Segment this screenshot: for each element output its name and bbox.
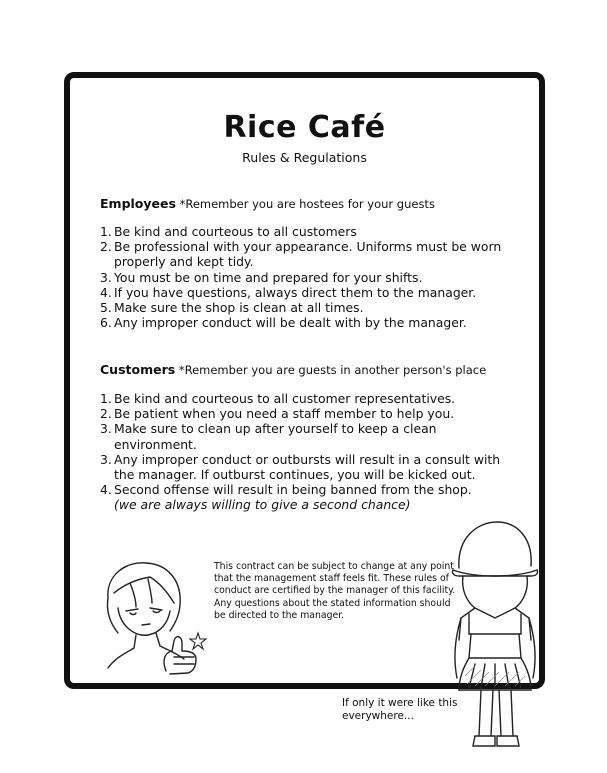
list-item-number: 5. [100,300,112,316]
list-item [100,300,520,315]
list-item [100,239,520,269]
list-item-number: 1. [100,224,112,239]
list-item-number: 2. [100,406,112,422]
sparkle-icon [190,633,206,649]
list-item-text: Be professional with your appearance. Uniforms must be worn properly and kept tidy. [114,239,502,270]
list-item [100,452,520,482]
customers-label: Customers [100,362,176,377]
contract-notice: This contract can be subject to change at any point that the management staff feels fit. These rules of conduct are certified by the manager of this facility. Any questions about the stated information should be directed to the manager. [214,561,456,621]
list-item-text: If you have questions, always direct them to the manager. [114,284,477,300]
list-item [100,482,520,512]
thumbs-up-character-illustration [90,553,210,678]
list-item-number: 3. [100,421,112,437]
second-chance-note: (we are always willing to give a second chance) [114,497,411,513]
list-item [100,391,520,406]
list-item [100,285,520,300]
customers-heading [100,362,486,377]
customers-reminder: *Remember you are guests in another person's place [178,363,487,377]
list-item-text: Be patient when you need a staff member to help you. [114,406,455,422]
employees-label: Employees [100,196,176,211]
list-item-text: Make sure the shop is clean at all times. [114,300,364,316]
list-item-text: You must be on time and prepared for your shifts. [114,269,423,285]
list-item [100,224,520,239]
list-item [100,421,520,451]
list-item-text: Be kind and courteous to all customers [114,224,357,239]
page-subtitle: Rules & Regulations [242,150,367,165]
list-item-number: 3. [100,451,112,467]
list-item-number: 6. [100,315,112,331]
list-item-number: 4. [100,482,112,498]
list-item-number: 1. [100,391,112,406]
list-item [100,270,520,285]
list-item-text: Any improper conduct or outbursts will result in a consult with the manager. If outburst continues, you will be kicked out. [114,451,501,483]
page-title: Rice Café [223,110,386,145]
tagline: If only it were like this everywhere... [342,697,458,722]
list-item-text: Any improper conduct will be dealt with by the manager. [114,315,467,331]
customers-rules-list [100,391,520,513]
employees-rules-list [100,224,520,330]
list-item-number: 4. [100,284,112,300]
employees-reminder: *Remember you are hostees for your guests [179,197,435,211]
list-item-text: Be kind and courteous to all customer representatives. [114,391,456,406]
rules-card [64,72,545,689]
list-item-number: 3. [100,269,112,285]
list-item-text: Second offense will result in being banned from the shop. [114,482,472,498]
list-item [100,406,520,421]
list-item-number: 2. [100,239,112,255]
list-item-text: Make sure to clean up after yourself to keep a clean environment. [114,421,437,452]
employees-heading [100,196,435,211]
list-item [100,315,520,330]
